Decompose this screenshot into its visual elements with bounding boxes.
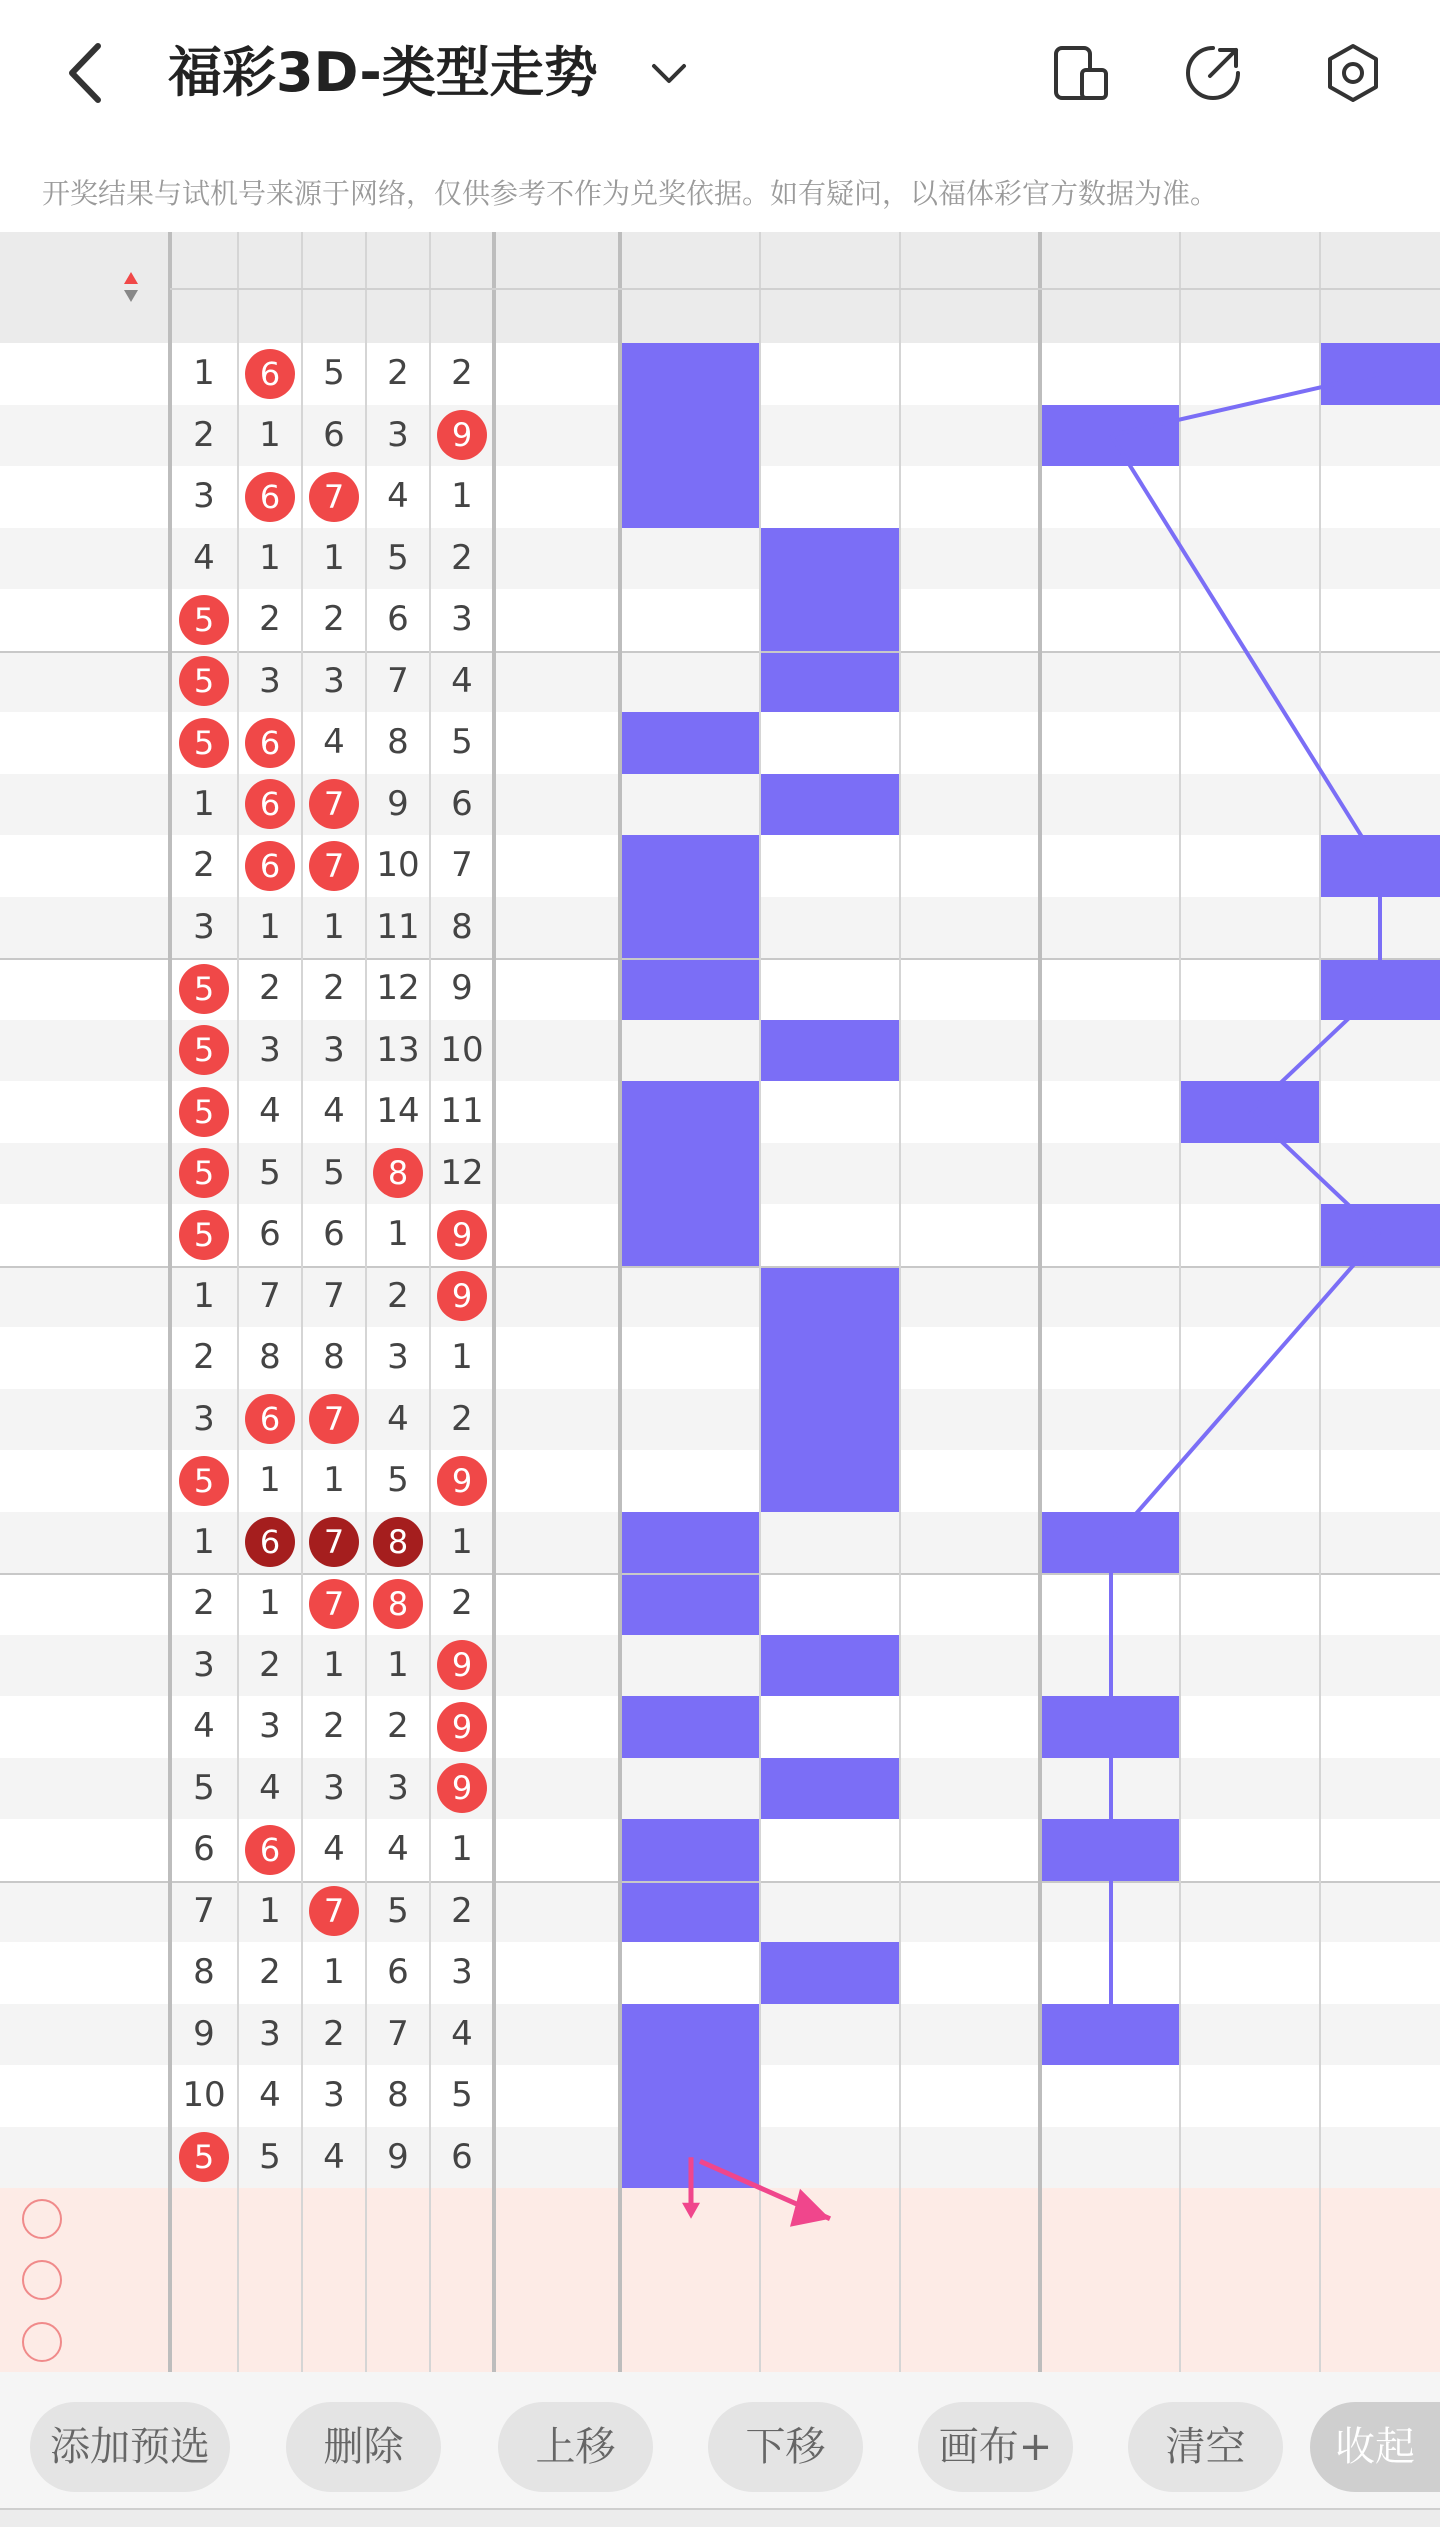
dist-cell: 5 — [451, 722, 473, 762]
bottom-strip — [0, 2508, 1440, 2527]
dist-cell: 3 — [323, 1029, 345, 1070]
trend-line — [1111, 374, 1380, 436]
dist-cell: 7 — [387, 660, 409, 701]
dist-cell: 5 — [323, 353, 345, 393]
dist-cell: 8 — [451, 906, 473, 947]
dist-cell: 9 — [387, 2136, 409, 2177]
dist-cell: 1 — [451, 1829, 473, 1869]
dist-cell: 9 — [193, 2013, 215, 2054]
dist-cell: 11 — [440, 1091, 484, 1131]
hit-ball: 7 — [309, 779, 359, 829]
dist-cell: 12 — [440, 1152, 484, 1193]
dist-cell: 4 — [323, 1829, 345, 1869]
trend-line — [1250, 1112, 1380, 1235]
disclaimer-notice: 开奖结果与试机号来源于网络，仅供参考不作为兑奖依据。如有疑问，以福体彩官方数据为准。 — [42, 177, 1219, 210]
dist-cell: 5 — [387, 537, 409, 578]
chevron-down-icon[interactable] — [648, 52, 690, 94]
hit-ball: 7 — [309, 841, 359, 891]
dist-cell: 1 — [323, 906, 345, 947]
hit-ball: 8 — [373, 1579, 423, 1629]
dist-cell: 1 — [451, 1337, 473, 1377]
dist-cell: 4 — [387, 1398, 409, 1439]
hit-ball: 8 — [373, 1517, 423, 1567]
dist-cell: 8 — [259, 1337, 281, 1377]
dist-cell: 3 — [451, 1952, 473, 1992]
hit-ball: 9 — [437, 410, 487, 460]
bottom-toolbar — [0, 2372, 1440, 2508]
dist-cell: 1 — [193, 1521, 215, 1562]
dist-cell: 2 — [259, 968, 281, 1008]
dist-cell: 6 — [451, 2136, 473, 2177]
dist-cell: 11 — [376, 906, 420, 947]
hit-ball: 6 — [245, 718, 295, 768]
dist-cell: 1 — [193, 353, 215, 393]
dist-cell: 8 — [193, 1952, 215, 1992]
settings-icon[interactable] — [1320, 40, 1386, 106]
dist-cell: 10 — [182, 2075, 226, 2115]
dist-cell: 3 — [193, 476, 215, 516]
dist-cell: 7 — [451, 845, 473, 885]
hit-ball: 5 — [179, 964, 229, 1014]
trend-lines — [0, 232, 1440, 2372]
arrow-head — [790, 2189, 830, 2227]
dist-cell: 2 — [451, 353, 473, 393]
delete-button[interactable]: 删除 — [286, 2402, 441, 2492]
dist-cell: 6 — [323, 1214, 345, 1254]
hit-ball: 6 — [245, 779, 295, 829]
dist-cell: 13 — [376, 1029, 420, 1070]
dist-cell: 3 — [451, 599, 473, 639]
hit-ball: 7 — [309, 1394, 359, 1444]
hit-ball: 5 — [179, 656, 229, 706]
dist-cell: 2 — [193, 1583, 215, 1623]
dist-cell: 4 — [193, 537, 215, 578]
hit-ball: 9 — [437, 1271, 487, 1321]
dist-cell: 7 — [259, 1275, 281, 1316]
dist-cell: 5 — [323, 1152, 345, 1193]
dist-cell: 4 — [387, 1829, 409, 1869]
hit-ball: 9 — [437, 1763, 487, 1813]
dist-cell: 4 — [323, 1091, 345, 1131]
hit-ball: 7 — [309, 1517, 359, 1567]
dist-cell: 6 — [323, 414, 345, 455]
dist-cell: 10 — [376, 845, 420, 885]
dist-cell: 1 — [193, 1275, 215, 1316]
dist-cell: 1 — [259, 1890, 281, 1931]
hit-ball: 6 — [245, 1517, 295, 1567]
hit-ball: 6 — [245, 472, 295, 522]
hit-ball: 9 — [437, 1210, 487, 1260]
dist-cell: 3 — [193, 906, 215, 947]
hit-ball: 5 — [179, 2132, 229, 2182]
dist-cell: 4 — [259, 1767, 281, 1808]
dist-cell: 2 — [451, 1890, 473, 1931]
dist-cell: 2 — [259, 1644, 281, 1685]
dist-cell: 1 — [259, 1583, 281, 1623]
hit-ball: 9 — [437, 1456, 487, 1506]
dist-cell: 1 — [323, 537, 345, 578]
dist-cell: 2 — [259, 599, 281, 639]
hit-ball: 8 — [373, 1148, 423, 1198]
dist-cell: 9 — [451, 968, 473, 1008]
page-title[interactable]: 福彩3D-类型走势 — [168, 41, 598, 104]
dist-cell: 1 — [387, 1214, 409, 1254]
dist-cell: 5 — [451, 2075, 473, 2115]
dist-cell: 12 — [376, 968, 420, 1008]
move-up-button[interactable]: 上移 — [498, 2402, 653, 2492]
dist-cell: 1 — [451, 476, 473, 516]
hit-ball: 7 — [309, 472, 359, 522]
dist-cell: 5 — [193, 1767, 215, 1808]
app-header — [0, 0, 1440, 150]
dist-cell: 1 — [259, 1460, 281, 1500]
dist-cell: 7 — [387, 2013, 409, 2054]
dist-cell: 2 — [193, 414, 215, 455]
canvas-plus-button[interactable]: 画布+ — [918, 2402, 1073, 2492]
dist-cell: 4 — [451, 2013, 473, 2054]
arrow-head — [682, 2203, 700, 2219]
dist-cell: 3 — [323, 1767, 345, 1808]
dist-cell: 3 — [259, 1706, 281, 1746]
hit-ball: 7 — [309, 1579, 359, 1629]
dist-cell: 4 — [193, 1706, 215, 1746]
dist-cell: 3 — [323, 660, 345, 701]
dist-cell: 2 — [323, 1706, 345, 1746]
dist-cell: 4 — [259, 2075, 281, 2115]
dist-cell: 1 — [323, 1460, 345, 1500]
dist-cell: 3 — [387, 1767, 409, 1808]
device-switch-icon[interactable] — [1048, 40, 1114, 106]
dist-cell: 7 — [323, 1275, 345, 1316]
dist-cell: 2 — [259, 1952, 281, 1992]
dist-cell: 1 — [259, 537, 281, 578]
hit-ball: 5 — [179, 1148, 229, 1198]
collapse-button[interactable]: 收起 — [1310, 2402, 1440, 2492]
hit-ball: 5 — [179, 718, 229, 768]
trend-line — [1250, 989, 1380, 1112]
dist-cell: 6 — [193, 1829, 215, 1869]
dist-cell: 4 — [451, 660, 473, 701]
dist-cell: 3 — [259, 1029, 281, 1070]
dist-cell: 2 — [193, 845, 215, 885]
dist-cell: 3 — [193, 1398, 215, 1439]
dist-cell: 5 — [259, 2136, 281, 2177]
dist-cell: 14 — [376, 1091, 420, 1131]
dist-cell: 6 — [451, 783, 473, 824]
move-down-button[interactable]: 下移 — [708, 2402, 863, 2492]
dist-cell: 3 — [193, 1644, 215, 1685]
dist-cell: 3 — [387, 414, 409, 455]
add-preselect-button[interactable]: 添加预选 — [30, 2402, 230, 2492]
dist-cell: 10 — [440, 1029, 484, 1070]
dist-cell: 1 — [193, 783, 215, 824]
dist-cell: 4 — [323, 2136, 345, 2177]
hit-ball: 9 — [437, 1640, 487, 1690]
dist-cell: 8 — [387, 722, 409, 762]
dist-cell: 1 — [259, 906, 281, 947]
hit-ball: 6 — [245, 841, 295, 891]
dist-cell: 1 — [387, 1644, 409, 1685]
dist-cell: 1 — [323, 1952, 345, 1992]
hit-ball: 6 — [245, 1394, 295, 1444]
trend-line — [1111, 435, 1380, 866]
dist-cell: 5 — [387, 1890, 409, 1931]
hit-ball: 5 — [179, 595, 229, 645]
dist-cell: 2 — [451, 1398, 473, 1439]
dist-cell: 1 — [259, 414, 281, 455]
dist-cell: 6 — [387, 599, 409, 639]
hit-ball: 7 — [309, 1886, 359, 1936]
dist-cell: 2 — [451, 1583, 473, 1623]
dist-cell: 6 — [259, 1214, 281, 1254]
hit-ball: 6 — [245, 1825, 295, 1875]
dist-cell: 3 — [259, 2013, 281, 2054]
dist-cell: 5 — [259, 1152, 281, 1193]
hit-ball: 9 — [437, 1702, 487, 1752]
dist-cell: 2 — [451, 537, 473, 578]
hit-ball: 5 — [179, 1087, 229, 1137]
dist-cell: 3 — [323, 2075, 345, 2115]
hit-ball: 5 — [179, 1210, 229, 1260]
trend-line — [1111, 1235, 1380, 1543]
dist-cell: 6 — [387, 1952, 409, 1992]
dist-cell: 8 — [323, 1337, 345, 1377]
dist-cell: 9 — [387, 783, 409, 824]
dist-cell: 1 — [451, 1521, 473, 1562]
dist-cell: 4 — [323, 722, 345, 762]
dist-cell: 2 — [387, 1706, 409, 1746]
dist-cell: 4 — [387, 476, 409, 516]
dist-cell: 2 — [193, 1337, 215, 1377]
clear-button[interactable]: 清空 — [1128, 2402, 1283, 2492]
dist-cell: 2 — [387, 353, 409, 393]
trend-table — [0, 232, 1440, 2372]
dist-cell: 7 — [193, 1890, 215, 1931]
share-icon[interactable] — [1180, 40, 1246, 106]
dist-cell: 2 — [323, 599, 345, 639]
dist-cell: 3 — [259, 660, 281, 701]
hit-ball: 5 — [179, 1456, 229, 1506]
dist-cell: 8 — [387, 2075, 409, 2115]
dist-cell: 2 — [323, 2013, 345, 2054]
dist-cell: 2 — [387, 1275, 409, 1316]
back-arrow-icon[interactable] — [58, 38, 118, 108]
dist-cell: 2 — [323, 968, 345, 1008]
hit-ball: 6 — [245, 349, 295, 399]
dist-cell: 1 — [323, 1644, 345, 1685]
dist-cell: 3 — [387, 1337, 409, 1377]
dist-cell: 5 — [387, 1460, 409, 1500]
hit-ball: 5 — [179, 1025, 229, 1075]
dist-cell: 4 — [259, 1091, 281, 1131]
